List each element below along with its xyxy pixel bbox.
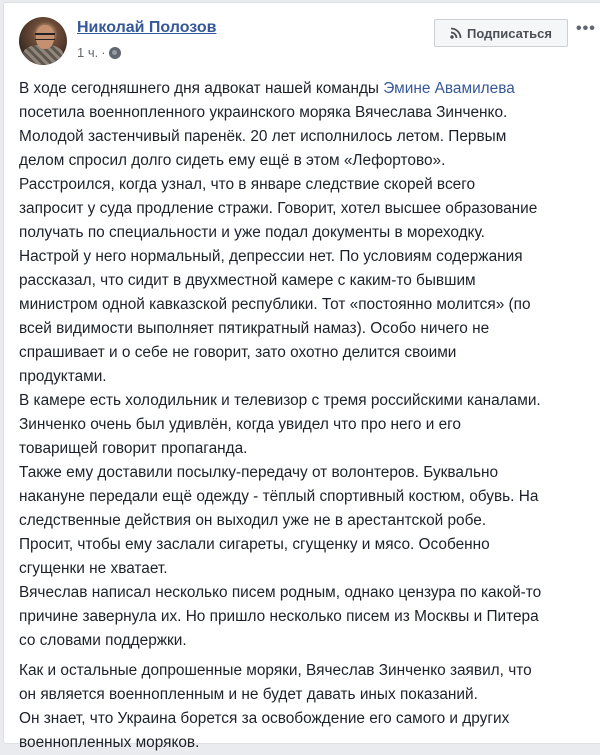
post-line: Как и остальные допрошенные моряки, Вячеслав Зинченко заявил, что (19, 662, 532, 679)
post-line: министром одной кавказской республики. Тот «постоянно молится» (по (19, 296, 531, 313)
subscribe-button[interactable] (434, 19, 568, 47)
more-options-icon[interactable]: ••• (576, 20, 596, 37)
post-line: Молодой застенчивый паренёк. 20 лет исполнилось летом. Первым (19, 128, 507, 145)
post-paragraph-2 (19, 659, 599, 755)
post-line: следственные действия он выходил уже не в арестантской робе. (19, 512, 487, 529)
post-line: Зинченко очень был удивлён, когда увидел что про него и его (19, 416, 461, 433)
globe-icon[interactable] (109, 47, 121, 59)
post-line: Также ему доставили посылку-передачу от волонтеров. Буквально (19, 464, 499, 481)
post-line (19, 77, 599, 101)
post-line: Настрой у него нормальный, депрессии нет. По условиям содержания (19, 248, 523, 265)
post-line: спрашивает и о себе не говорит, зато охотно делится своими (19, 344, 457, 361)
post-line: Просит, чтобы ему заслали сигареты, сгущенку и мясо. Особенно (19, 536, 490, 553)
post-line: со словами поддержки. (19, 632, 187, 649)
post-line: получать по специальности и уже подал документы в мореходку. (19, 224, 485, 241)
author-name-link[interactable]: Николай Полозов (77, 19, 217, 36)
post-line: делом спросил долго сидеть ему ещё в этом «Лефортово». (19, 152, 446, 169)
post-meta (77, 45, 121, 60)
rss-icon (450, 27, 462, 39)
post-line: рассказал, что сидит в двухместной камере с каким-то бывшим (19, 272, 476, 289)
meta-separator: · (101, 45, 106, 60)
post-paragraph-1 (19, 77, 599, 653)
post-card (3, 2, 600, 751)
post-timestamp[interactable]: 1 ч. (77, 45, 99, 60)
mention-link[interactable]: Эмине Авамилева (383, 80, 515, 97)
post-line: запросит у суда продление стражи. Говорит, хотел высшее образование (19, 200, 538, 217)
post-line: продуктами. (19, 368, 107, 385)
post-line: накануне передали ещё одежду - тёплый спортивный костюм, обувь. На (19, 488, 539, 505)
post-line: он является военнопленным и не будет давать иных показаний. (19, 686, 478, 703)
author-avatar[interactable] (19, 17, 67, 65)
post-line: товарищей говорит пропаганда. (19, 440, 248, 457)
post-line: причине завернула их. Но пришло несколько писем из Москвы и Питера (19, 608, 539, 625)
post-line: сгущенки не хватает. (19, 560, 168, 577)
post-line: В камере есть холодильник и телевизор с тремя российскими каналами. (19, 392, 541, 409)
post-line: Он знает, что Украина борется за освобождение его самого и других (19, 710, 510, 727)
post-line: Вячеслав написал несколько писем родным, однако цензура по какой-то (19, 584, 542, 601)
post-line: военнопленных моряков. (19, 734, 200, 751)
subscribe-label: Подписаться (466, 25, 552, 41)
post-line: Расстроился, когда узнал, что в январе следствие скорей всего (19, 176, 476, 193)
post-text: В ходе сегодняшнего дня адвокат нашей команды (19, 80, 384, 97)
avatar-glasses (35, 33, 55, 40)
post-line: всей видимости выполняет пятикратный намаз). Особо ничего не (19, 320, 490, 337)
post-body (19, 77, 599, 755)
post-line: посетила военнопленного украинского моряка Вячеслава Зинченко. (19, 104, 508, 121)
